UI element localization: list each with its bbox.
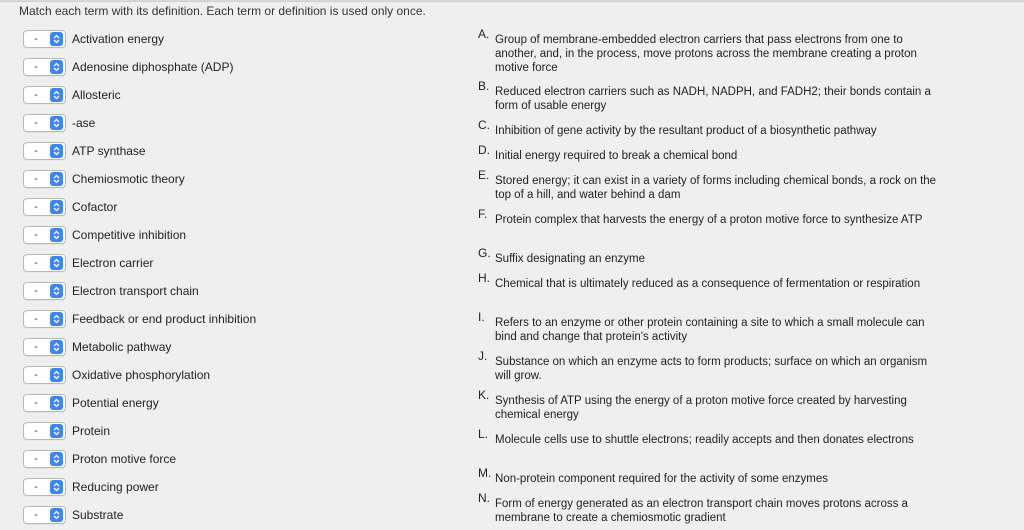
term-label: Adenosine diphosphate (ADP) — [72, 60, 234, 74]
answer-select-value: - — [34, 33, 38, 45]
term-label: Proton motive force — [72, 452, 177, 466]
updown-chevron-icon — [50, 508, 63, 522]
answer-select[interactable] — [23, 226, 66, 244]
updown-chevron-icon — [50, 368, 63, 382]
definition-letter: B. — [478, 79, 490, 93]
updown-chevron-icon — [50, 200, 63, 214]
answer-select[interactable] — [23, 282, 66, 300]
updown-chevron-icon — [50, 228, 63, 242]
answer-select-value: - — [34, 397, 38, 409]
updown-chevron-icon — [50, 340, 63, 354]
updown-chevron-icon — [50, 312, 63, 326]
term-label: Potential energy — [72, 396, 159, 410]
term-label: Oxidative phosphorylation — [72, 368, 211, 382]
answer-select-value: - — [34, 285, 38, 297]
answer-select-value: - — [34, 229, 38, 241]
term-label: Reducing power — [72, 480, 159, 494]
term-row — [23, 193, 256, 221]
term-label: Protein — [72, 424, 111, 438]
term-row — [23, 81, 256, 109]
definition-text: Synthesis of ATP using the energy of a proton motive force created by harvesting chemical energy — [495, 395, 907, 421]
definition-text: Initial energy required to break a chemical bond — [495, 150, 738, 162]
answer-select-value: - — [34, 173, 38, 185]
answer-select[interactable] — [23, 450, 66, 468]
definition-letter: L. — [478, 427, 489, 441]
answer-select[interactable] — [23, 338, 66, 356]
updown-chevron-icon — [50, 480, 63, 494]
definition-text: Non-protein component required for the activity of some enzymes — [495, 473, 829, 485]
updown-chevron-icon — [50, 60, 63, 74]
question-instruction: Match each term with its definition. Each term or definition is used only once. — [19, 4, 426, 18]
answer-select-value: - — [34, 61, 38, 73]
term-row — [23, 305, 256, 333]
definition-text: Protein complex that harvests the energy of a proton motive force to synthesize ATP — [495, 214, 923, 226]
term-label: Activation energy — [72, 32, 165, 46]
answer-select[interactable] — [23, 114, 66, 132]
term-row — [23, 277, 256, 305]
definition-letter: N. — [478, 491, 490, 505]
definition-text: Suffix designating an enzyme — [495, 253, 646, 265]
answer-select-value: - — [34, 257, 38, 269]
answer-select[interactable] — [23, 366, 66, 384]
answer-select-value: - — [34, 201, 38, 213]
term-label: Cofactor — [72, 200, 118, 214]
term-label: Electron transport chain — [72, 284, 199, 298]
updown-chevron-icon — [50, 116, 63, 130]
answer-select-value: - — [34, 145, 38, 157]
definition-letter: E. — [478, 168, 490, 182]
answer-select-value: - — [34, 341, 38, 353]
term-row — [23, 417, 256, 445]
answer-select[interactable] — [23, 506, 66, 524]
definition-text: Chemical that is ultimately reduced as a consequence of fermentation or respiration — [495, 278, 921, 290]
definition-text: Substance on which an enzyme acts to form products; surface on which an organism will grow. — [495, 356, 928, 382]
answer-select[interactable] — [23, 30, 66, 48]
term-label: ATP synthase — [72, 144, 146, 158]
answer-select-value: - — [34, 89, 38, 101]
top-divider — [0, 1, 1024, 2]
definition-text: Reduced electron carriers such as NADH, NADPH, and FADH2; their bonds contain a form of usable energy — [495, 86, 931, 112]
answer-select[interactable] — [23, 310, 66, 328]
definition-text: Refers to an enzyme or other protein containing a site to which a small molecule can bind and change that protein's activity — [495, 317, 925, 343]
updown-chevron-icon — [50, 452, 63, 466]
term-label: -ase — [72, 116, 96, 130]
definition-letter: K. — [478, 388, 490, 402]
updown-chevron-icon — [50, 32, 63, 46]
answer-select[interactable] — [23, 394, 66, 412]
definition-letter: H. — [478, 271, 490, 285]
definition-text: Stored energy; it can exist in a variety of forms including chemical bonds, a rock on the top of a hill, and water behind a dam — [495, 175, 937, 201]
updown-chevron-icon — [50, 144, 63, 158]
answer-select[interactable] — [23, 170, 66, 188]
term-row — [23, 53, 256, 81]
answer-select-value: - — [34, 117, 38, 129]
term-list — [23, 25, 256, 529]
updown-chevron-icon — [50, 172, 63, 186]
definition-letter: D. — [478, 143, 490, 157]
answer-select[interactable] — [23, 58, 66, 76]
term-label: Competitive inhibition — [72, 228, 187, 242]
term-row — [23, 165, 256, 193]
definition-letter: G. — [478, 246, 491, 260]
definition-letter: C. — [478, 118, 490, 132]
term-row — [23, 445, 256, 473]
term-label: Feedback or end product inhibition — [72, 312, 257, 326]
definition-text: Inhibition of gene activity by the resultant product of a biosynthetic pathway — [495, 125, 877, 137]
definition-letter: J. — [478, 349, 488, 363]
updown-chevron-icon — [50, 284, 63, 298]
updown-chevron-icon — [50, 424, 63, 438]
term-row — [23, 333, 256, 361]
term-row — [23, 389, 256, 417]
term-label: Allosteric — [72, 88, 121, 102]
term-row — [23, 473, 256, 501]
updown-chevron-icon — [50, 88, 63, 102]
term-row — [23, 249, 256, 277]
definition-letter: I. — [478, 310, 485, 324]
answer-select-value: - — [34, 313, 38, 325]
updown-chevron-icon — [50, 396, 63, 410]
answer-select-value: - — [34, 481, 38, 493]
answer-select-value: - — [34, 425, 38, 437]
definition-text: Molecule cells use to shuttle electrons; readily accepts and then donates electrons — [495, 434, 914, 446]
definition-text: Group of membrane-embedded electron carriers that pass electrons from one to another, and, in the process, move protons across the membrane creating a proton motive force — [495, 34, 917, 74]
term-row — [23, 361, 256, 389]
term-label: Electron carrier — [72, 256, 154, 270]
updown-chevron-icon — [50, 256, 63, 270]
term-row — [23, 501, 256, 529]
answer-select-value: - — [34, 369, 38, 381]
answer-select[interactable] — [23, 422, 66, 440]
answer-select-value: - — [34, 509, 38, 521]
answer-select[interactable] — [23, 254, 66, 272]
definition-text: Form of energy generated as an electron transport chain moves protons across a membrane to create a chemiosmotic gradient — [495, 498, 908, 524]
answer-select[interactable] — [23, 478, 66, 496]
term-label: Chemiosmotic theory — [72, 172, 185, 186]
term-row — [23, 109, 256, 137]
definition-letter: F. — [478, 207, 488, 221]
answer-select[interactable] — [23, 142, 66, 160]
definition-letter: M. — [478, 466, 492, 480]
answer-select-value: - — [34, 453, 38, 465]
term-row — [23, 137, 256, 165]
term-row — [23, 221, 256, 249]
term-row — [23, 25, 256, 53]
answer-select[interactable] — [23, 86, 66, 104]
answer-select[interactable] — [23, 198, 66, 216]
term-label: Substrate — [72, 508, 124, 522]
definition-letter: A. — [478, 27, 490, 41]
term-label: Metabolic pathway — [72, 340, 172, 354]
